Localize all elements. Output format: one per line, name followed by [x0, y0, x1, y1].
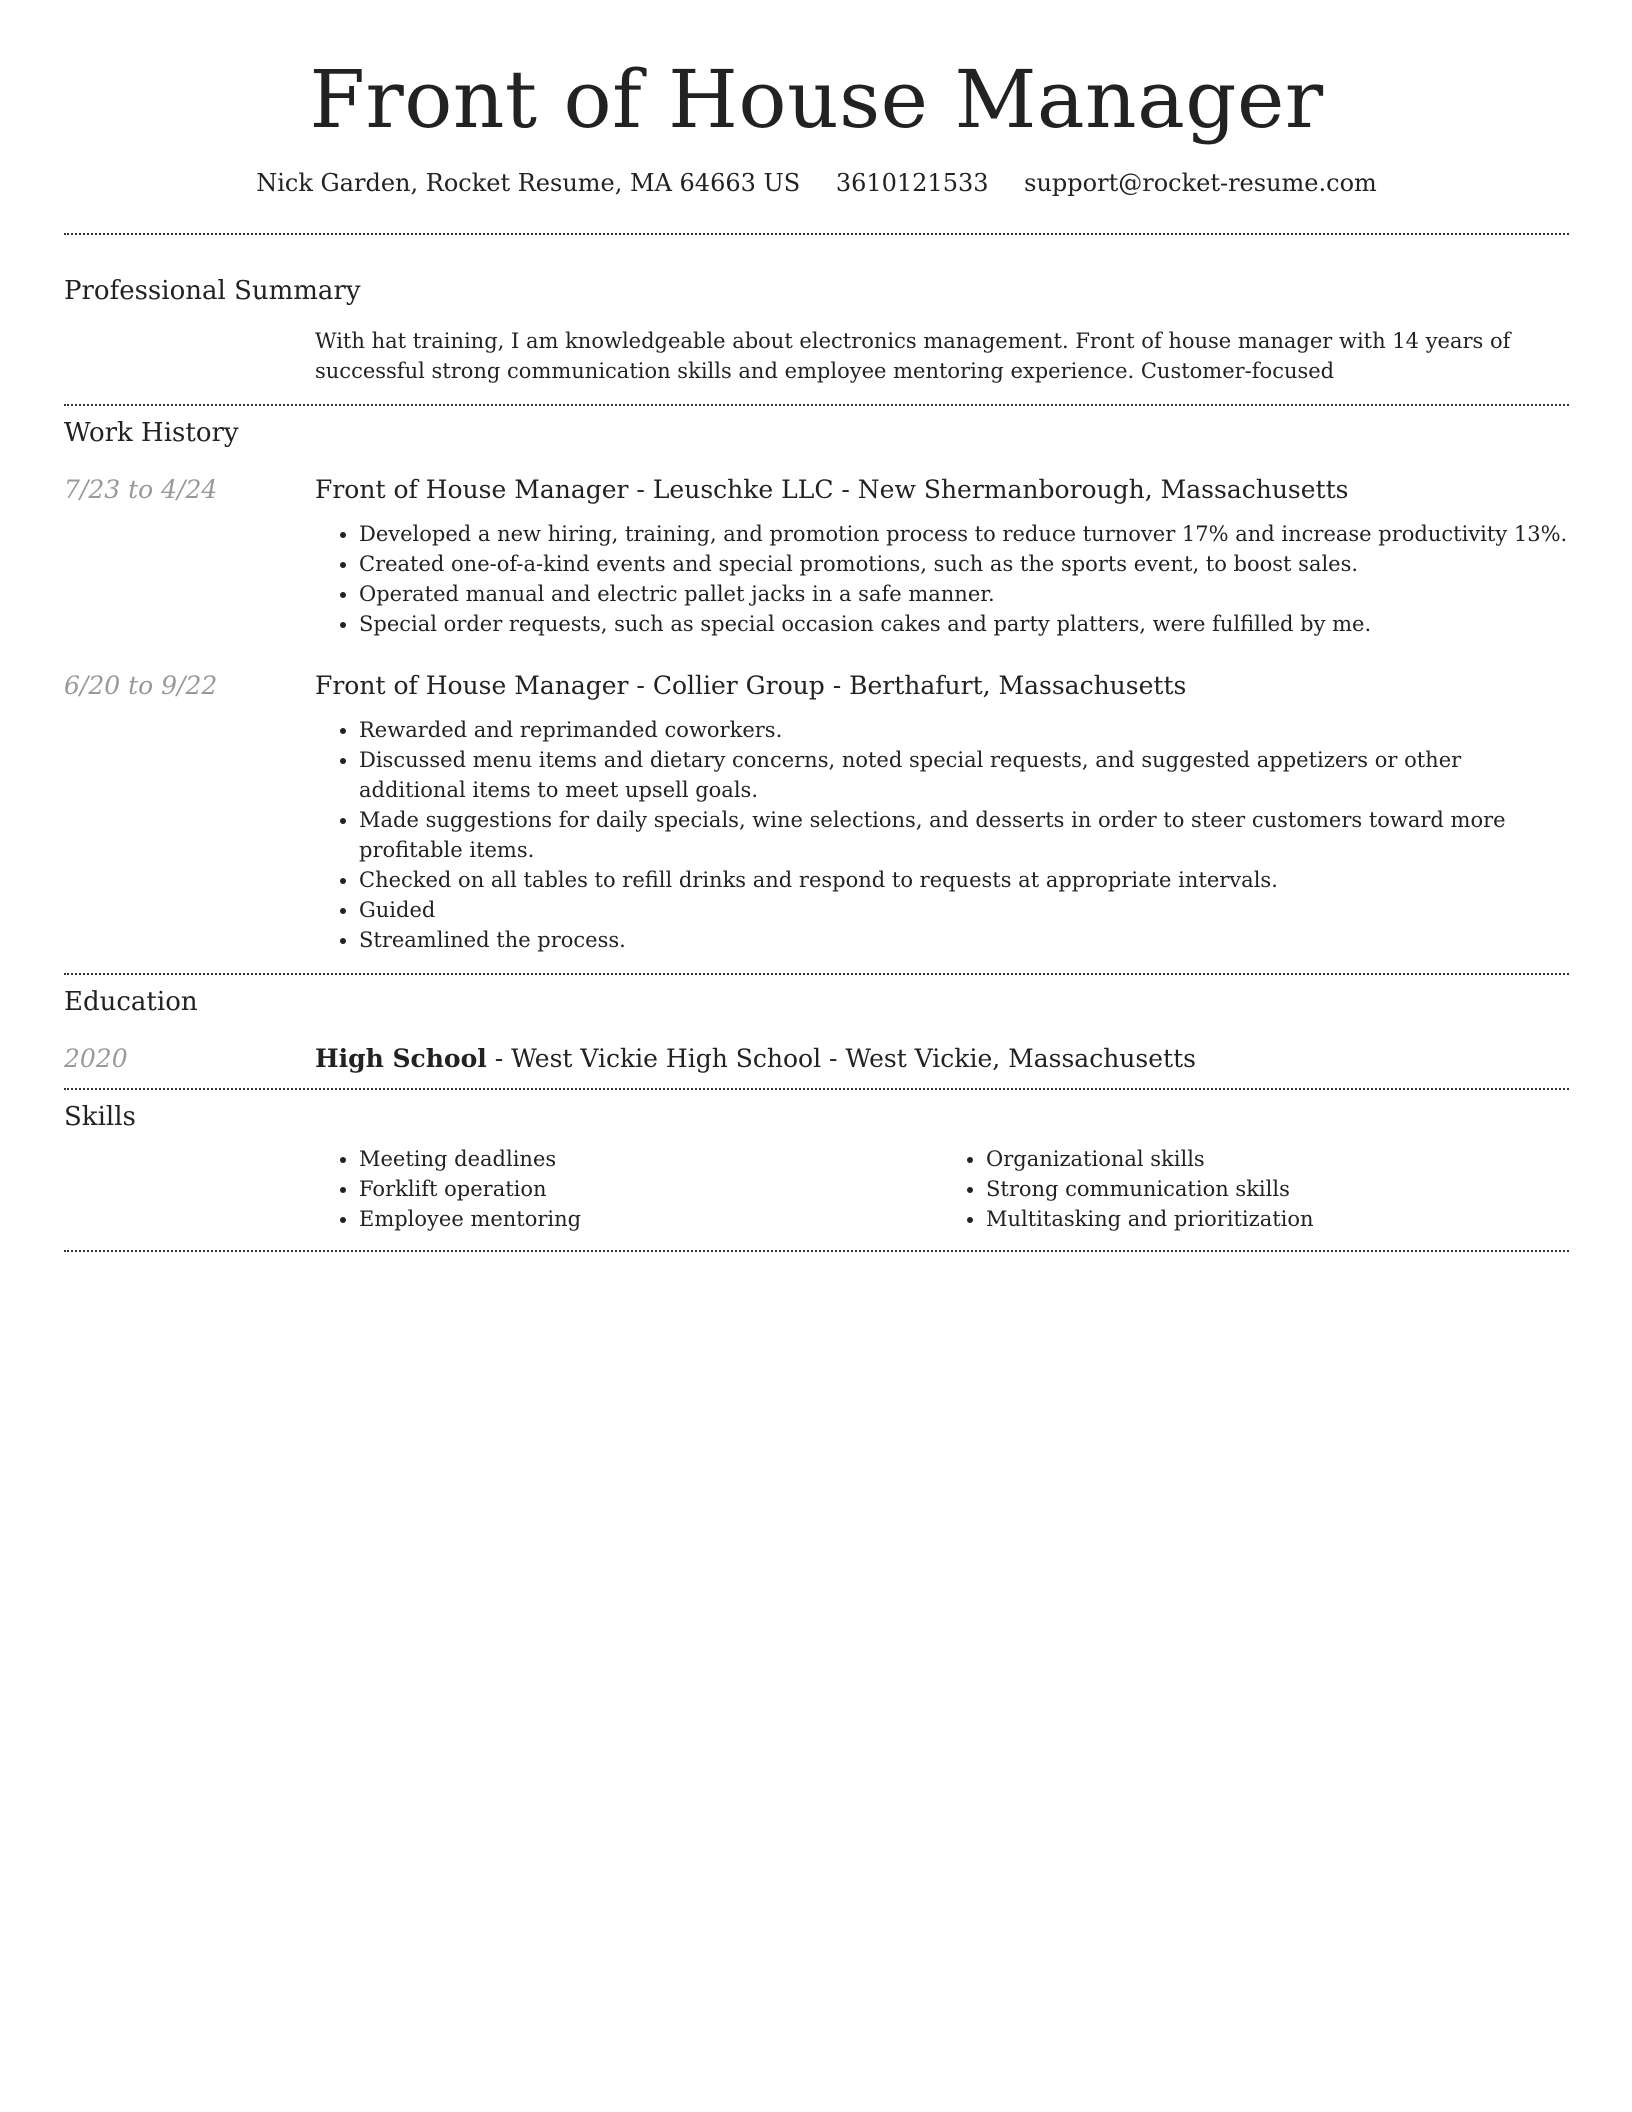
list-item: • Guided — [359, 895, 1569, 925]
work-section — [64, 406, 1569, 973]
list-item: • Made suggestions for daily specials, wine selections, and desserts in order to steer customers toward more profitable items. — [359, 805, 1569, 865]
job-entry — [64, 473, 1569, 639]
summary-section — [64, 235, 1569, 404]
skills-list-right — [942, 1144, 1569, 1234]
education-section — [64, 975, 1569, 1088]
education-details: - West Vickie High School - West Vickie, Massachusetts — [486, 1044, 1196, 1073]
list-item: • Strong communication skills — [986, 1174, 1569, 1204]
job-bullets — [315, 519, 1569, 639]
list-item: • Operated manual and electric pallet jacks in a safe manner. — [359, 579, 1569, 609]
list-item: • Discussed menu items and dietary concerns, noted special requests, and suggested appetizers or other additional items to meet upsell goals. — [359, 745, 1569, 805]
list-item: • Checked on all tables to refill drinks and respond to requests at appropriate intervals. — [359, 865, 1569, 895]
education-year: 2020 — [64, 1044, 128, 1073]
list-item: • Employee mentoring — [359, 1204, 942, 1234]
list-item: • Multitasking and prioritization — [986, 1204, 1569, 1234]
job-title: Front of House Manager - Leuschke LLC - New Shermanborough, Massachusetts — [315, 475, 1349, 504]
contact-phone: 3610121533 — [835, 169, 989, 197]
list-item: • Special order requests, such as special occasion cakes and party platters, were fulfilled by me. — [359, 609, 1569, 639]
job-entry — [64, 669, 1569, 955]
list-item: • Meeting deadlines — [359, 1144, 942, 1174]
skills-grid — [315, 1144, 1569, 1234]
skills-section — [64, 1090, 1569, 1250]
list-item: • Developed a new hiring, training, and promotion process to reduce turnover 17% and increase productivity 13%. — [359, 519, 1569, 549]
skills-heading: Skills — [64, 1102, 136, 1132]
summary-text: With hat training, I am knowledgeable about electronics management. Front of house manager with 14 years of successful strong communication skills and employee mentoring experience. Customer-focused — [315, 329, 1511, 383]
education-degree: High School — [315, 1044, 487, 1073]
skills-list-left — [315, 1144, 942, 1234]
skills-divider — [64, 1250, 1569, 1252]
list-item: • Organizational skills — [986, 1144, 1569, 1174]
contact-email: support@rocket-resume.com — [1024, 169, 1377, 197]
list-item: • Rewarded and reprimanded coworkers. — [359, 715, 1569, 745]
work-heading: Work History — [64, 418, 239, 448]
list-item: • Created one-of-a-kind events and special promotions, such as the sports event, to boost sales. — [359, 549, 1569, 579]
contact-line — [64, 167, 1569, 199]
resume-title: Front of House Manager — [309, 53, 1324, 146]
list-item: • Streamlined the process. — [359, 925, 1569, 955]
job-bullets — [315, 715, 1569, 955]
job-dates: 7/23 to 4/24 — [64, 475, 218, 504]
list-item: • Forklift operation — [359, 1174, 942, 1204]
education-heading: Education — [64, 987, 198, 1017]
contact-address: Nick Garden, Rocket Resume, MA 64663 US — [256, 169, 801, 197]
resume-page — [64, 0, 1569, 1252]
summary-heading: Professional Summary — [64, 276, 361, 306]
job-dates: 6/20 to 9/22 — [64, 671, 218, 700]
education-entry — [315, 1042, 1569, 1076]
job-title: Front of House Manager - Collier Group - Berthafurt, Massachusetts — [315, 671, 1187, 700]
